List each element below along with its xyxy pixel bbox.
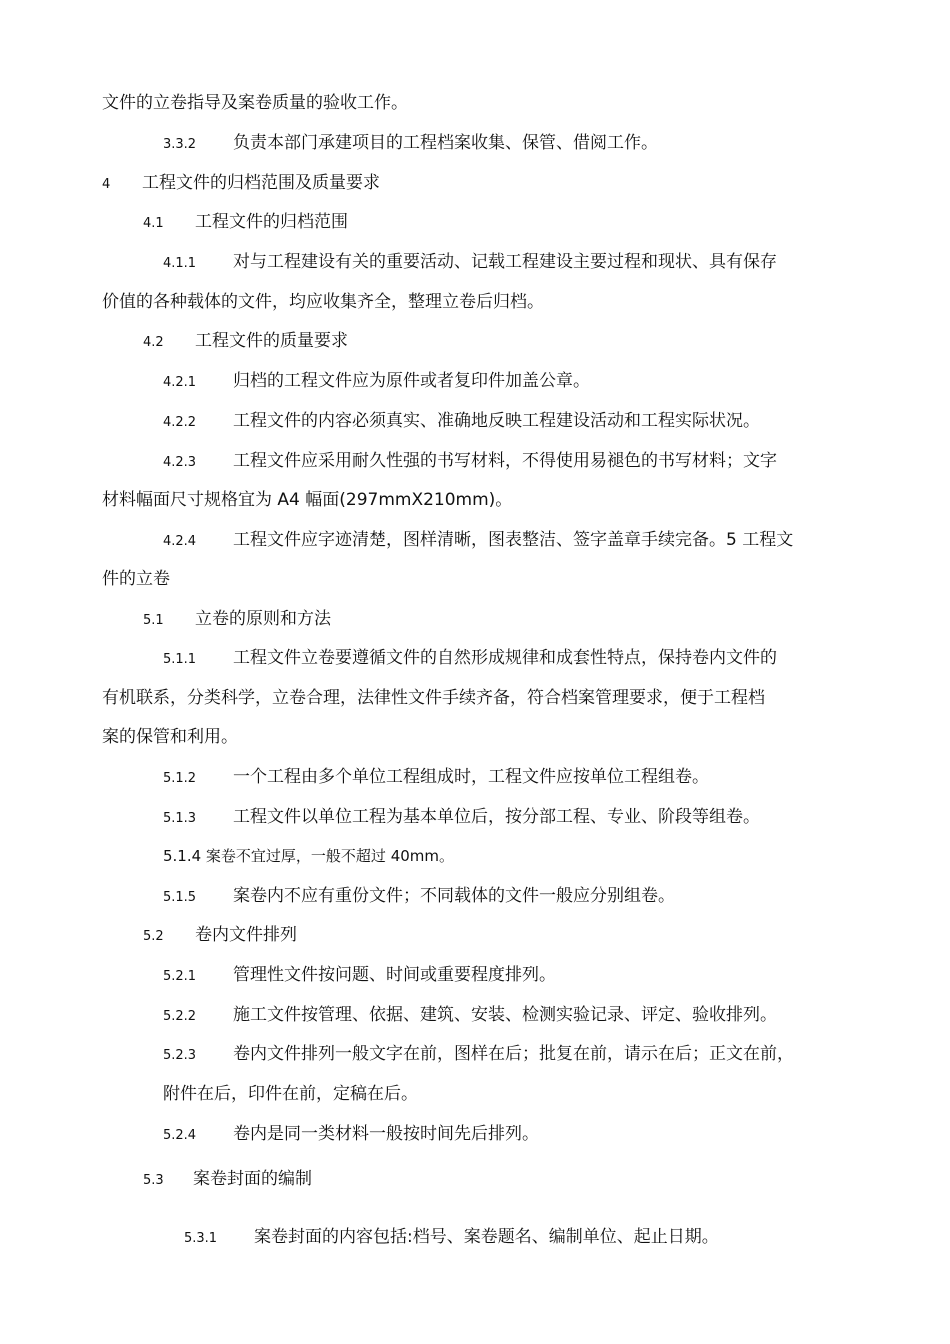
clause-text: 工程文件应字迹清楚，图样清晰，图表整洁、签字盖章手续完备。5 工程文 bbox=[233, 530, 794, 550]
section-title: 案卷封面的编制 bbox=[193, 1169, 312, 1189]
section-number: 4 bbox=[102, 177, 111, 192]
clause-number: 5.3.1 bbox=[184, 1231, 218, 1246]
clause-number: 4.1.1 bbox=[163, 256, 197, 271]
clause-text: 工程文件立卷要遵循文件的自然形成规律和成套性特点，保持卷内文件的 bbox=[233, 648, 777, 668]
clause-text: 工程文件的内容必须真实、准确地反映工程建设活动和工程实际状况。 bbox=[233, 411, 760, 431]
clause-text: 工程文件以单位工程为基本单位后，按分部工程、专业、阶段等组卷。 bbox=[233, 807, 760, 827]
clause-text: 卷内是同一类材料一般按时间先后排列。 bbox=[233, 1124, 539, 1144]
clause-number: 5.1.5 bbox=[163, 890, 197, 905]
clause-text: 一个工程由多个单位工程组成时，工程文件应按单位工程组卷。 bbox=[233, 767, 709, 787]
section-number: 5.2 bbox=[143, 929, 164, 944]
clause-text: 对与工程建设有关的重要活动、记载工程建设主要过程和现状、具有保存 bbox=[233, 252, 777, 272]
clause-number: 5.1.3 bbox=[163, 811, 197, 826]
clause-number: 5.2.4 bbox=[163, 1128, 197, 1143]
section-title: 卷内文件排列 bbox=[195, 925, 297, 945]
clause-number: 5.1.1 bbox=[163, 652, 197, 667]
clause-number: 5.2.1 bbox=[163, 969, 197, 984]
clause-text: 管理性文件按问题、时间或重要程度排列。 bbox=[233, 965, 556, 985]
clause-number: 4.2.4 bbox=[163, 534, 197, 549]
clause-number: 4.2.2 bbox=[163, 415, 197, 430]
clause-number: 4.2.1 bbox=[163, 375, 197, 390]
section-number: 4.2 bbox=[143, 335, 164, 350]
clause-text: 施工文件按管理、依据、建筑、安装、检测实验记录、评定、验收排列。 bbox=[233, 1005, 777, 1025]
section-title: 工程文件的归档范围 bbox=[195, 212, 348, 232]
clause-text: 工程文件应采用耐久性强的书写材料，不得使用易褪色的书写材料；文字 bbox=[233, 451, 777, 471]
clause-text: 案卷封面的内容包括:档号、案卷题名、编制单位、起止日期。 bbox=[254, 1227, 719, 1247]
clause-number: 5.2.2 bbox=[163, 1009, 197, 1024]
clause-number: 5.1.2 bbox=[163, 771, 197, 786]
section-number: 5.3 bbox=[143, 1173, 164, 1188]
section-number: 5.1 bbox=[143, 613, 164, 628]
clause-number: 5.2.3 bbox=[163, 1048, 197, 1063]
document-page: 文件的立卷指导及案卷质量的验收工作。 3.3.2 负责本部门承建项目的工程档案收集、保管、借阅工作。 4 工程文件的归档范围及质量要求 4.1 工程文件的归档范围 4.1.1 对与工程建设有关的重要活动、记载工程建设主要过程和现状、具有保存 价值的各种载体的文件，均应收集齐全，整理立卷后归档。 4.2 工程文件的质量要求 4.2.1 归档的工程文件应为原件或者复印件加盖公章。 4.2.2 工程文件的内容必须真实、准确地反映工程建设活动和工程实际状况。 4.2.3 工程文件应采用耐久性强的书写材料，不得使用易褪色的书写材料；文字 材料幅面尺寸规格宜为 A4 幅面(297mmX210mm)。 4.2.4 工程文件应字迹清楚，图样清晰，图表整洁、签字盖章手续完备。5 工程文 件的立卷 5.1 立卷的原则和方法 5.1.1 工程文件立卷要遵循文件的自然形成规律和成套性特点，保持卷内文件的 有机联系，分类科学，立卷合理，法律性文件手续齐备，符合档案管理要求，便于工程档 案的保管和利用。 5.1.2 一个工程由多个单位工程组成时，工程文件应按单位工程组卷。 5.1.3 工程文件以单位工程为基本单位后，按分部工程、专业、阶段等组卷。 5.1.4 案卷不宜过厚，一般不超过 40mm。 5.1.5 案卷内不应有重份文件；不同载体的文件一般应分别组卷。 5.2 卷内文件排列 5.2.1 管理性文件按问题、时间或重要程度排列。 5.2.2 施工文件按管理、依据、建筑、安装、检测实验记录、评定、验收排列。 5.2.3 卷内文件排列一般文字在前，图样在后；批复在前，请示在后；正文在前， 附件在后，印件在前，定稿在后。 5.2.4 卷内是同一类材料一般按时间先后排列。 5.3 案卷封面的编制 5.3.1 案卷封面的内容包括:档号、案卷题名、编制单位、起止日期。 bbox=[0, 0, 950, 1344]
section-title: 工程文件的归档范围及质量要求 bbox=[142, 173, 380, 193]
clause-text: 案卷内不应有重份文件；不同载体的文件一般应分别组卷。 bbox=[233, 886, 675, 906]
section-title: 立卷的原则和方法 bbox=[195, 609, 331, 629]
section-title: 工程文件的质量要求 bbox=[195, 331, 348, 351]
clause-number: 3.3.2 bbox=[163, 137, 197, 152]
clause-text: 卷内文件排列一般文字在前，图样在后；批复在前，请示在后；正文在前， bbox=[233, 1044, 794, 1064]
clause-text: 负责本部门承建项目的工程档案收集、保管、借阅工作。 bbox=[233, 133, 658, 153]
clause-number: 4.2.3 bbox=[163, 455, 197, 470]
section-number: 4.1 bbox=[143, 216, 164, 231]
clause-text: 归档的工程文件应为原件或者复印件加盖公章。 bbox=[233, 371, 590, 391]
